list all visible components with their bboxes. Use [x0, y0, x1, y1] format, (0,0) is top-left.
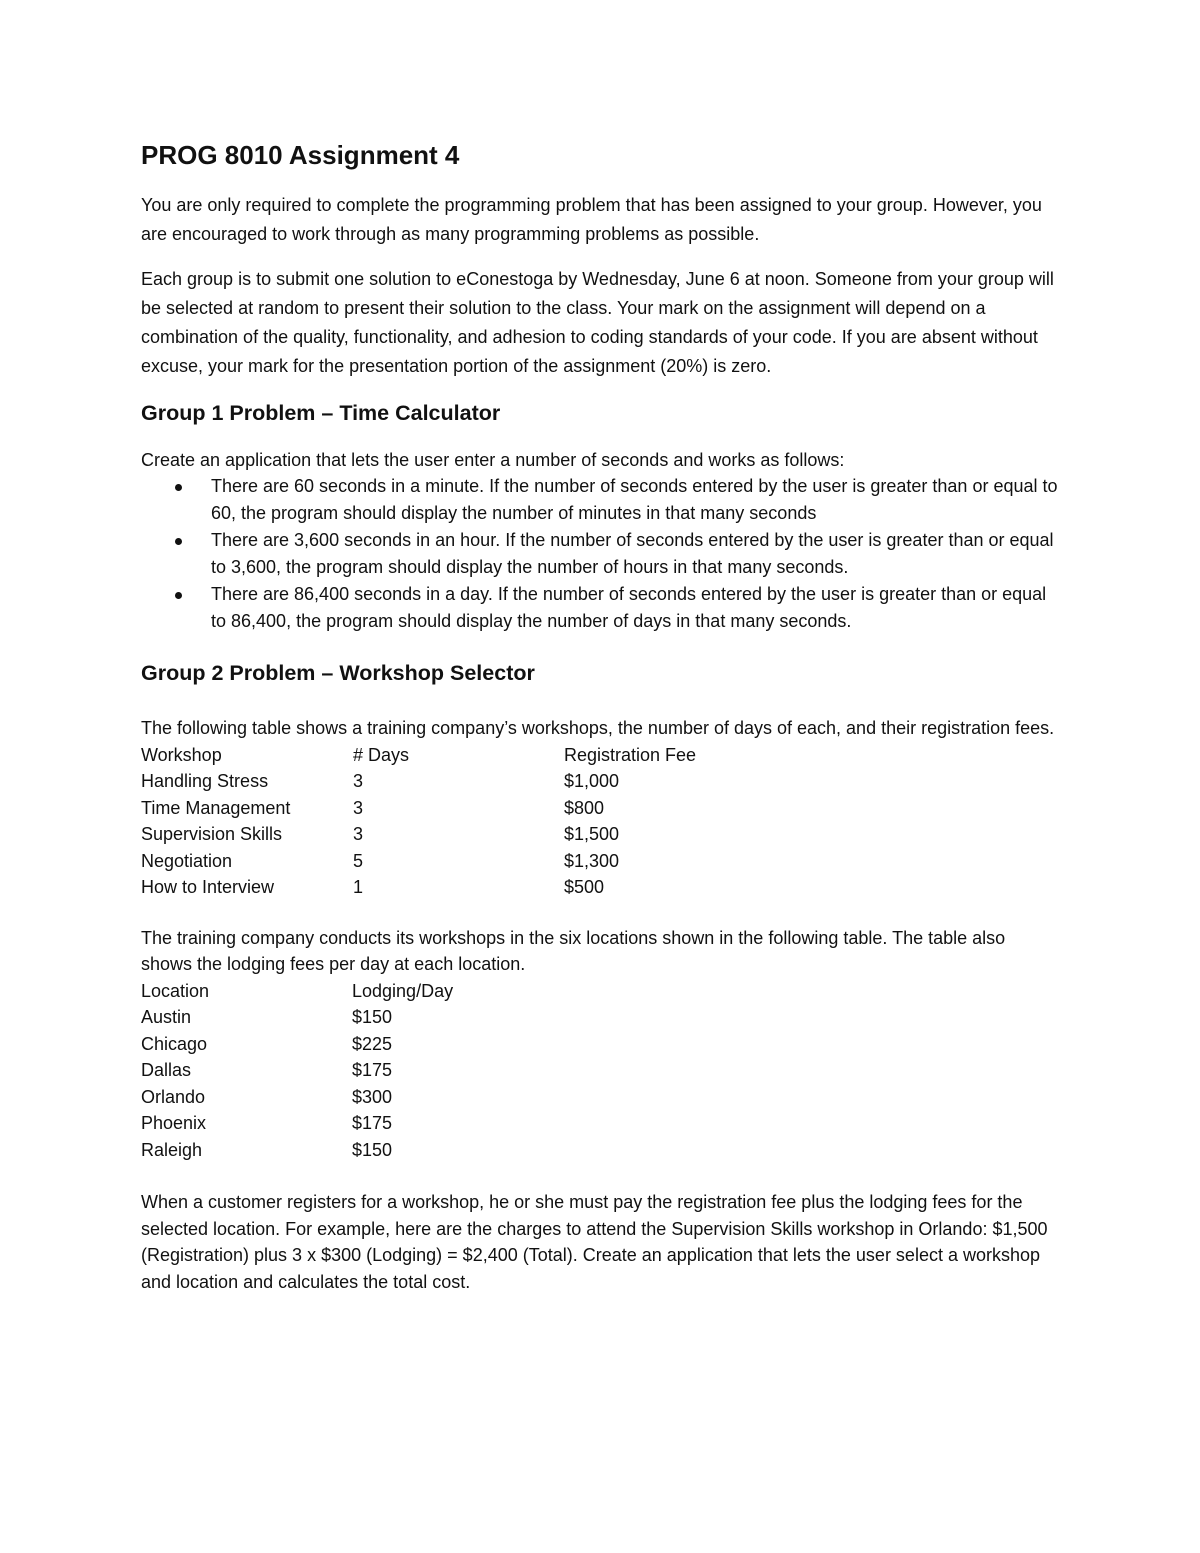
table-cell: Phoenix — [141, 1113, 207, 1134]
document-page — [141, 140, 1061, 1295]
table-cell: Time Management — [141, 797, 291, 818]
location-intro: The training company conducts its workshops in the six locations shown in the following table. The table also shows the lodging fees per day at each location. — [141, 927, 1006, 975]
table-header-row — [141, 742, 696, 769]
table-row — [141, 821, 696, 848]
table-cell: 3 — [353, 824, 364, 845]
table-header-cell: Lodging/Day — [352, 980, 454, 1001]
workshop-intro: The following table shows a training company’s workshops, the number of days of each, and their registration fees. — [141, 718, 1055, 739]
workshop-table — [141, 742, 696, 901]
table-header-row — [141, 978, 453, 1005]
table-header-cell: Location — [141, 980, 210, 1001]
table-cell: Orlando — [141, 1086, 206, 1107]
document-title: PROG 8010 Assignment 4 — [141, 140, 460, 170]
intro-paragraph-2: Each group is to submit one solution to eConestoga by Wednesday, June 6 at noon. Someone from your group will be selected at random to present their solution to the class. Your mark on the assignment will depend on a combination of the quality, functionality, and adhesion to coding standards of your code. If you are absent without excuse, your mark for the presentation portion of the assignment (20%) is zero. — [141, 269, 1054, 377]
table-header-cell: Workshop — [141, 744, 222, 765]
list-item — [141, 527, 1061, 581]
table-cell: $150 — [352, 1139, 393, 1160]
table-cell: $300 — [352, 1086, 393, 1107]
table-row — [141, 768, 696, 795]
table-cell: Handling Stress — [141, 771, 269, 792]
closing-paragraph: When a customer registers for a workshop, he or she must pay the registration fee plus the lodging fees for the selected location. For example, here are the charges to attend the Supervision Skills workshop in Orlando: $1,500 (Registration) plus 3 x $300 (Lodging) = $2,400 (Total). Create an application that lets the user select a workshop and location and calculates the total cost. — [141, 1192, 1048, 1292]
table-cell: $800 — [564, 797, 605, 818]
table-cell: Raleigh — [141, 1139, 203, 1160]
group1-lead: Create an application that lets the user enter a number of seconds and works as follows: — [141, 449, 845, 470]
table-cell: Chicago — [141, 1033, 208, 1054]
table-cell: $1,500 — [564, 824, 620, 845]
table-row — [141, 848, 696, 875]
group1-heading: Group 1 Problem – Time Calculator — [141, 401, 501, 426]
table-cell: Dallas — [141, 1060, 192, 1081]
location-table — [141, 978, 453, 1164]
table-cell: $175 — [352, 1113, 393, 1134]
table-cell: $1,300 — [564, 850, 620, 871]
table-row — [141, 1110, 453, 1137]
list-item-text: There are 3,600 seconds in an hour. If the number of seconds entered by the user is greater than or equal to 3,600, the program should display the number of hours in that many seconds. — [211, 530, 1054, 578]
group2-heading: Group 2 Problem – Workshop Selector — [141, 661, 535, 686]
list-item-text: There are 60 seconds in a minute. If the number of seconds entered by the user is greater than or equal to 60, the program should display the number of minutes in that many seconds — [211, 476, 1058, 524]
group1-bullet-list — [141, 473, 1061, 635]
intro-paragraph-1: You are only required to complete the programming problem that has been assigned to your group. However, you are encouraged to work through as many programming problems as possible. — [141, 195, 1042, 245]
table-cell: 3 — [353, 771, 364, 792]
table-cell: Austin — [141, 1007, 192, 1028]
table-cell: 3 — [353, 797, 364, 818]
table-row — [141, 1137, 453, 1164]
table-cell: $1,000 — [564, 771, 620, 792]
table-cell: $150 — [352, 1007, 393, 1028]
table-row — [141, 1057, 453, 1084]
bullet-icon — [175, 592, 182, 599]
table-row — [141, 1031, 453, 1058]
bullet-icon — [175, 538, 182, 545]
table-cell: 1 — [353, 877, 364, 898]
list-item-text: There are 86,400 seconds in a day. If the number of seconds entered by the user is greater than or equal to 86,400, the program should display the number of days in that many seconds. — [211, 584, 1047, 632]
table-cell: 5 — [353, 850, 364, 871]
table-cell: Supervision Skills — [141, 824, 283, 845]
table-cell: $175 — [352, 1060, 393, 1081]
table-header-cell: # Days — [353, 744, 410, 765]
table-cell: Negotiation — [141, 850, 233, 871]
table-row — [141, 874, 696, 901]
table-header-cell: Registration Fee — [564, 744, 697, 765]
table-cell: $225 — [352, 1033, 393, 1054]
table-cell: $500 — [564, 877, 605, 898]
list-item — [141, 473, 1061, 527]
table-cell: How to Interview — [141, 877, 275, 898]
table-row — [141, 1004, 453, 1031]
bullet-icon — [175, 484, 182, 491]
table-row — [141, 795, 696, 822]
table-row — [141, 1084, 453, 1111]
list-item — [141, 581, 1061, 635]
